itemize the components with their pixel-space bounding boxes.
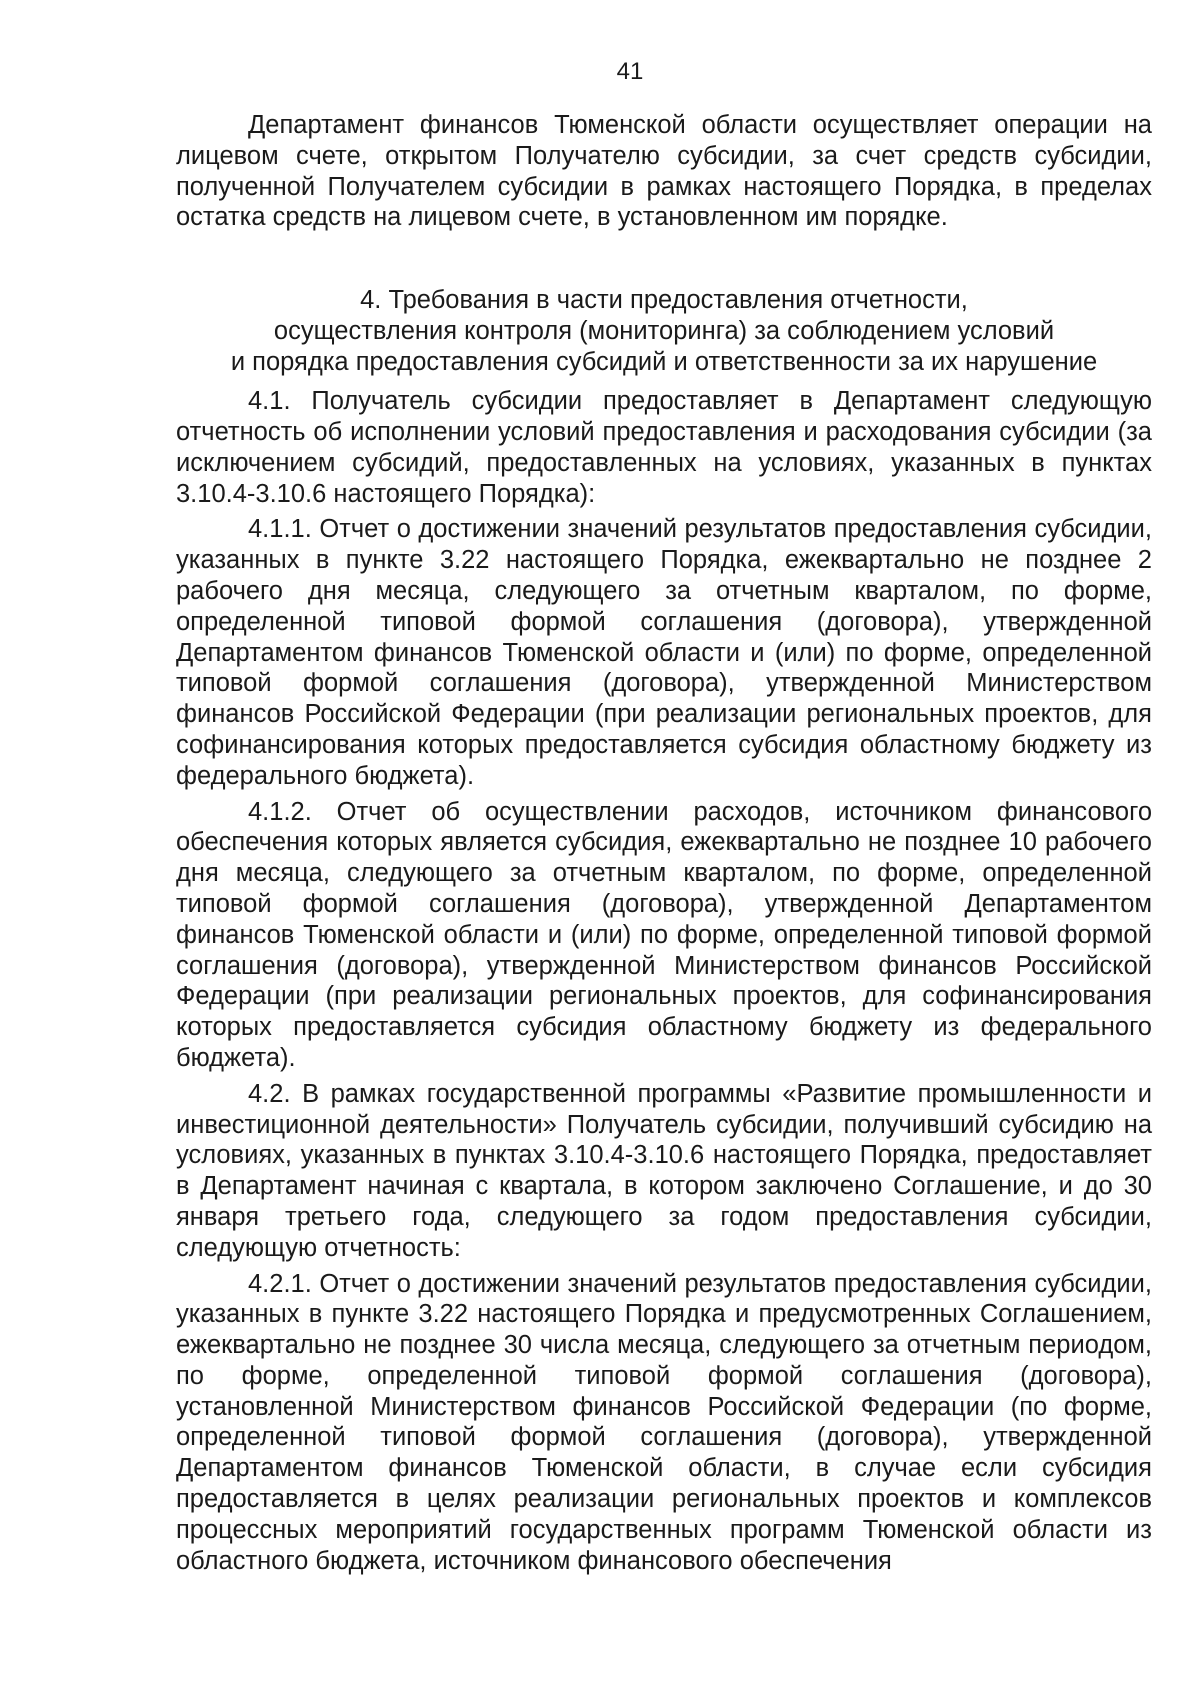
section-heading-line-2: осуществления контроля (мониторинга) за соблюдением условий: [273, 317, 1055, 346]
paragraph-4-2-1: 4.2.1. Отчет о достижении значений результатов предоставления субсидии, указанных в пункте 3.22 настоящего Порядка и предусмотренных Соглашением, ежеквартально не позднее 30 числа месяца, следующего за отчетным периодом, по форме, определенной типовой формой соглашения (договора), установленной Министерством финансов Российской Федерации (по форме, определенной типовой формой соглашения (договора), утвержденной Департаментом финансов Тюменской области, в случае если субсидия предоставляется в целях реализации региональных проектов и комплексов процессных мероприятий государственных программ Тюменской области из областного бюджета, источником финансового обеспечения: [176, 1269, 1152, 1575]
section-heading-line-1: 4. Требования в части предоставления отчетности,: [360, 286, 968, 315]
intro-paragraph: Департамент финансов Тюменской области осуществляет операции на лицевом счете, открытом Получателю субсидии, за счет средств субсидии, полученной Получателем субсидии в рамках настоящего Порядка, в пределах остатка средств на лицевом счете, в установленном им порядке.: [176, 111, 1152, 232]
section-heading-line-3: и порядка предоставления субсидий и ответственности за их нарушение: [230, 348, 1098, 377]
paragraph-4-1-1: 4.1.1. Отчет о достижении значений результатов предоставления субсидии, указанных в пункте 3.22 настоящего Порядка, ежеквартально не позднее 2 рабочего дня месяца, следующего за отчетным кварталом, по форме, определенной типовой формой соглашения (договора), утвержденной Департаментом финансов Тюменской области и (или) по форме, определенной типовой формой соглашения (договора), утвержденной Министерством финансов Российской Федерации (при реализации региональных проектов, для софинансирования которых предоставляется субсидия областному бюджету из федерального бюджета).: [176, 515, 1152, 790]
section-heading: [176, 285, 1152, 378]
paragraph-4-1: 4.1. Получатель субсидии предоставляет в Департамент следующую отчетность об исполнении условий предоставления и расходования субсидии (за исключением субсидий, предоставленных на условиях, указанных в пунктах 3.10.4-3.10.6 настоящего Порядка):: [176, 387, 1152, 508]
document-body: [176, 110, 1152, 1576]
paragraph-4-1-2: 4.1.2. Отчет об осуществлении расходов, источником финансового обеспечения которых является субсидия, ежеквартально не позднее 10 рабочего дня месяца, следующего за отчетным кварталом, по форме, определенной типовой формой соглашения (договора), утвержденной Департаментом финансов Тюменской области и (или) по форме, определенной типовой формой соглашения (договора), утвержденной Министерством финансов Российской Федерации (при реализации региональных проектов, для софинансирования которых предоставляется субсидия областному бюджету из федерального бюджета).: [176, 797, 1152, 1072]
paragraph-4-2: 4.2. В рамках государственной программы «Развитие промышленности и инвестиционной деятельности» Получатель субсидии, получивший субсидию на условиях, указанных в пунктах 3.10.4-3.10.6 настоящего Порядка, предоставляет в Департамент начиная с квартала, в котором заключено Соглашение, и до 30 января третьего года, следующего за годом предоставления субсидии, следующую отчетность:: [176, 1079, 1152, 1262]
page-number: 41: [616, 58, 644, 85]
